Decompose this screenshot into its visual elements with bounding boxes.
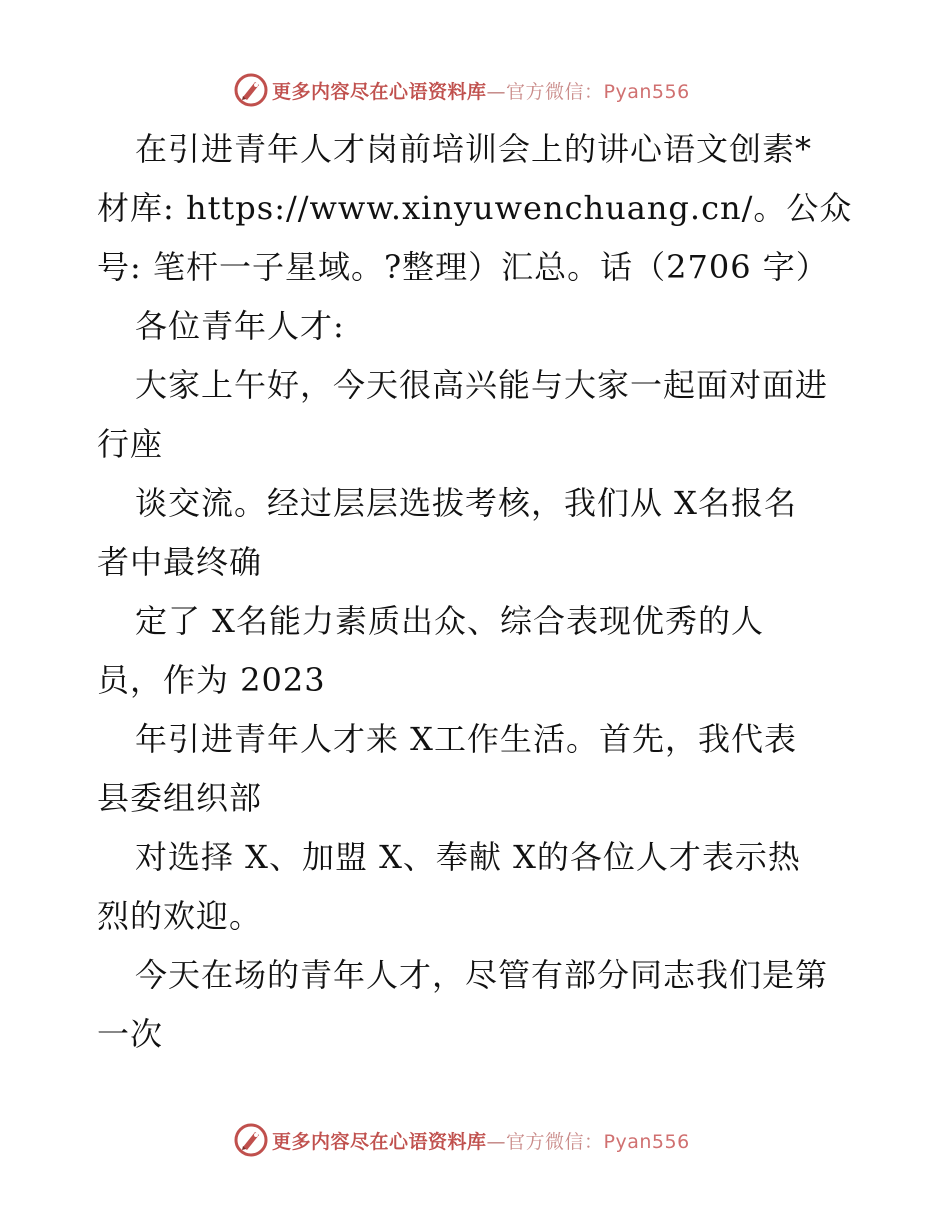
body-line: 者中最终确 — [97, 543, 263, 581]
header-banner-dash: — — [486, 80, 507, 103]
pen-logo-icon — [234, 1123, 268, 1157]
body-line: 大家上午好，今天很高兴能与大家一起面对面进 — [135, 366, 829, 404]
body-line: 年引进青年人才来 X工作生活。首先，我代表 — [135, 720, 797, 758]
body-line: 员，作为 2023 — [97, 661, 326, 699]
body-line: 烈的欢迎。 — [97, 897, 263, 935]
body-line: 号: 笔杆一子星域。?整理）汇总。话（2706 字） — [97, 248, 829, 286]
pen-logo-icon — [234, 73, 268, 107]
header-wechat-id: Pyan556 — [603, 80, 690, 103]
body-line: 定了 X名能力素质出众、综合表现优秀的人 — [135, 602, 764, 640]
body-line: 谈交流。经过层层选拔考核，我们从 X名报名 — [135, 484, 797, 522]
header-banner — [234, 72, 690, 108]
body-line: 各位青年人才: — [135, 307, 345, 345]
footer-banner-text — [272, 1127, 690, 1154]
body-line: 今天在场的青年人才，尽管有部分同志我们是第 — [135, 956, 829, 994]
footer-banner-main: 更多内容尽在心语资料库 — [272, 1130, 487, 1153]
header-banner-text — [272, 77, 690, 104]
body-line: 材库: https://www.xinyuwenchuang.cn/。公众 — [97, 189, 853, 227]
body-line: 对选择 X、加盟 X、奉献 X的各位人才表示热 — [135, 838, 801, 876]
header-banner-main: 更多内容尽在心语资料库 — [272, 80, 487, 103]
footer-wechat-label: 官方微信： — [506, 1130, 604, 1153]
body-line: 行座 — [97, 425, 164, 463]
document-body — [97, 120, 857, 1064]
footer-banner — [234, 1122, 690, 1158]
footer-wechat-id: Pyan556 — [603, 1130, 690, 1153]
body-line: 在引进青年人才岗前培训会上的讲心语文创素* — [135, 130, 813, 168]
body-line: 一次 — [97, 1015, 164, 1053]
header-wechat-label: 官方微信： — [506, 80, 604, 103]
footer-banner-dash: — — [486, 1130, 507, 1153]
body-line: 县委组织部 — [97, 779, 263, 817]
